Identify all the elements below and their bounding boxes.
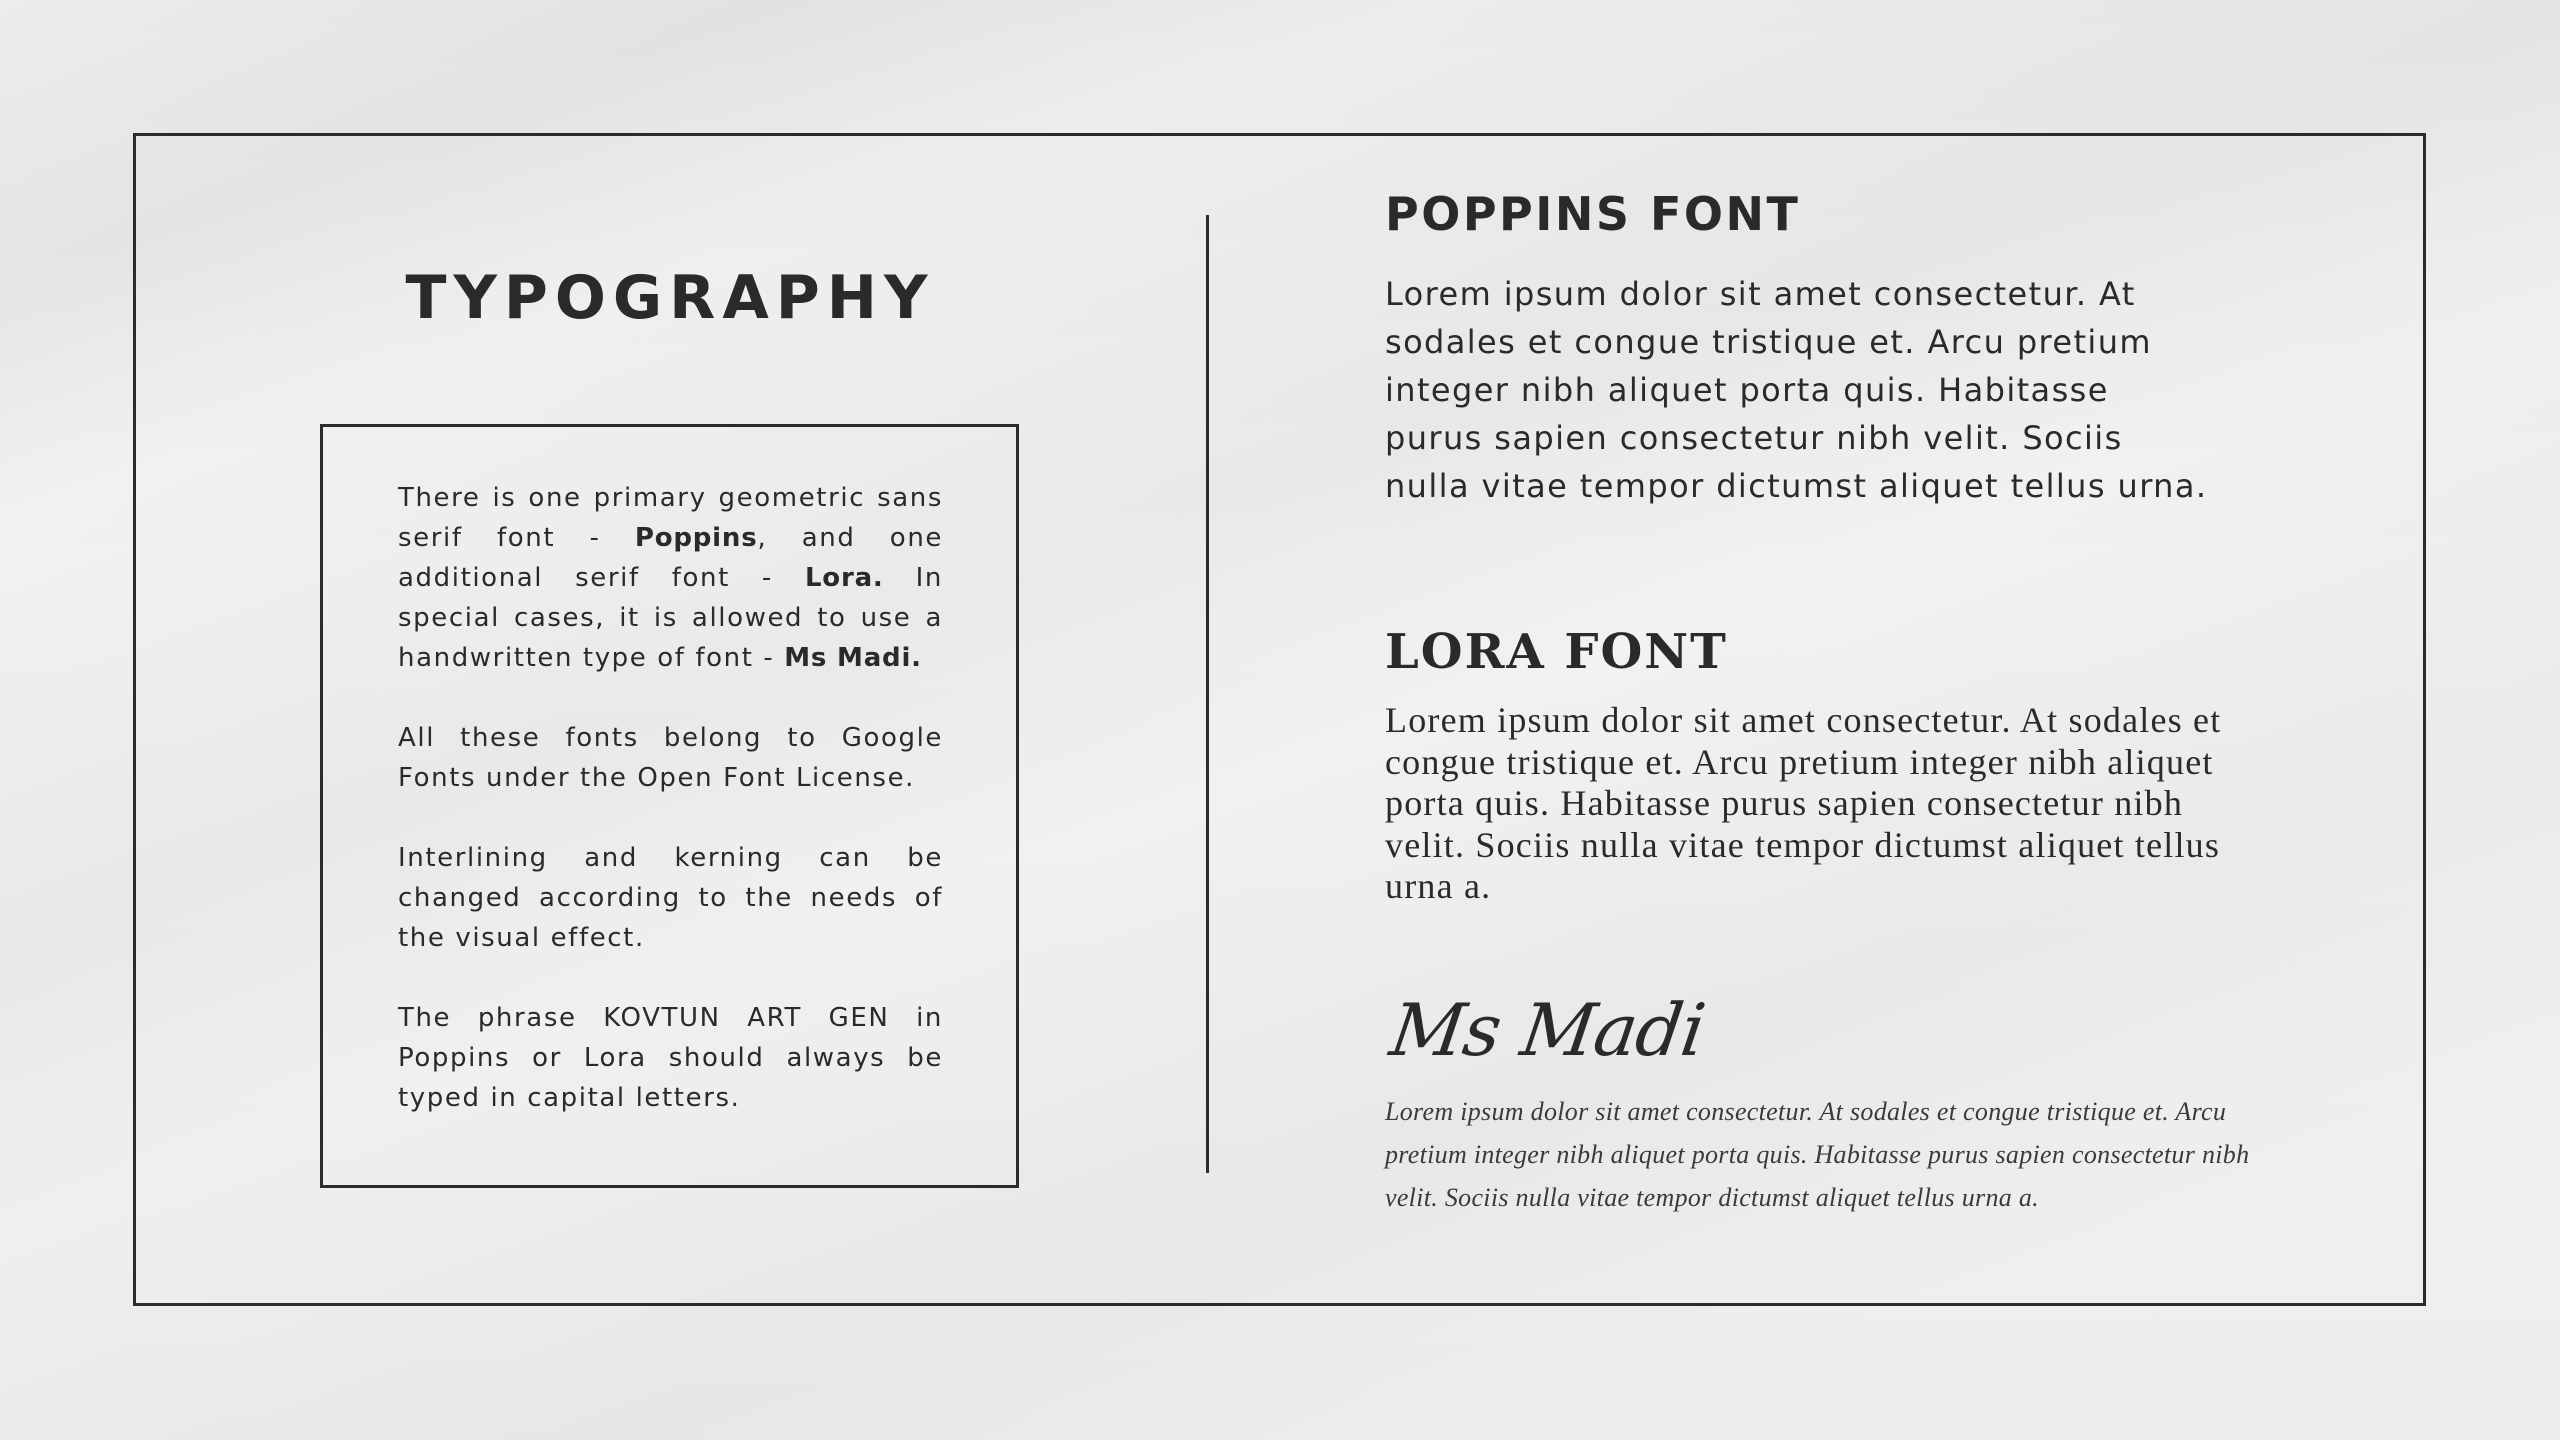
paragraph-text: All these fonts belong to Google Fonts under the Open Font License. — [398, 723, 943, 793]
lora-font-title: LORA FONT — [1385, 624, 1728, 680]
font-name-emphasis: Ms Madi. — [784, 643, 922, 673]
paragraph-text: There is one primary geometric sans serif font - — [398, 483, 943, 553]
paragraph-text: In special cases, it is allowed to use a handwritten type of font - — [398, 563, 943, 673]
paragraph-text: Interlining and kerning can be changed according to the needs of the visual effect. — [398, 843, 943, 953]
paragraph-text: The phrase KOVTUN ART GEN in Poppins or Lora should always be typed in capital letters. — [398, 1003, 943, 1113]
poppins-font-sample: Lorem ipsum dolor sit amet consectetur. At sodales et congue tristique et. Arcu pretium integer nibh aliquet porta quis. Habitasse purus sapien consectetur nibh velit. Sociis nulla vitae tempor dictumst aliquet tellus urna. — [1385, 275, 2208, 505]
msmadi-font-sample: Lorem ipsum dolor sit amet consectetur. At sodales et congue tristique et. Arcu pretium integer nibh aliquet porta quis. Habitasse purus sapien consectetur nibh velit. Sociis nulla vitae tempor dictumst aliquet tellus urna a. — [1385, 1097, 2250, 1212]
poppins-font-title: POPPINS FONT — [1385, 187, 1801, 241]
font-name-emphasis: Poppins — [634, 523, 758, 553]
vertical-divider — [1206, 215, 1209, 1173]
font-name-emphasis: Lora. — [804, 563, 884, 593]
info-paragraph — [398, 718, 943, 798]
msmadi-font-title: Ms Madi — [1385, 988, 1710, 1072]
info-paragraph — [398, 478, 943, 678]
lora-font-sample: Lorem ipsum dolor sit amet consectetur. At sodales et congue tristique et. Arcu pretium integer nibh aliquet porta quis. Habitasse purus sapien consectetur nibh velit. Sociis nulla vitae tempor dictumst aliquet tellus urna a. — [1385, 700, 2222, 906]
info-paragraph — [398, 998, 943, 1118]
paragraph-text: , and one additional serif font - — [398, 523, 943, 593]
info-text — [398, 478, 943, 1158]
info-paragraph — [398, 838, 943, 958]
page-title: TYPOGRAPHY — [405, 263, 935, 333]
